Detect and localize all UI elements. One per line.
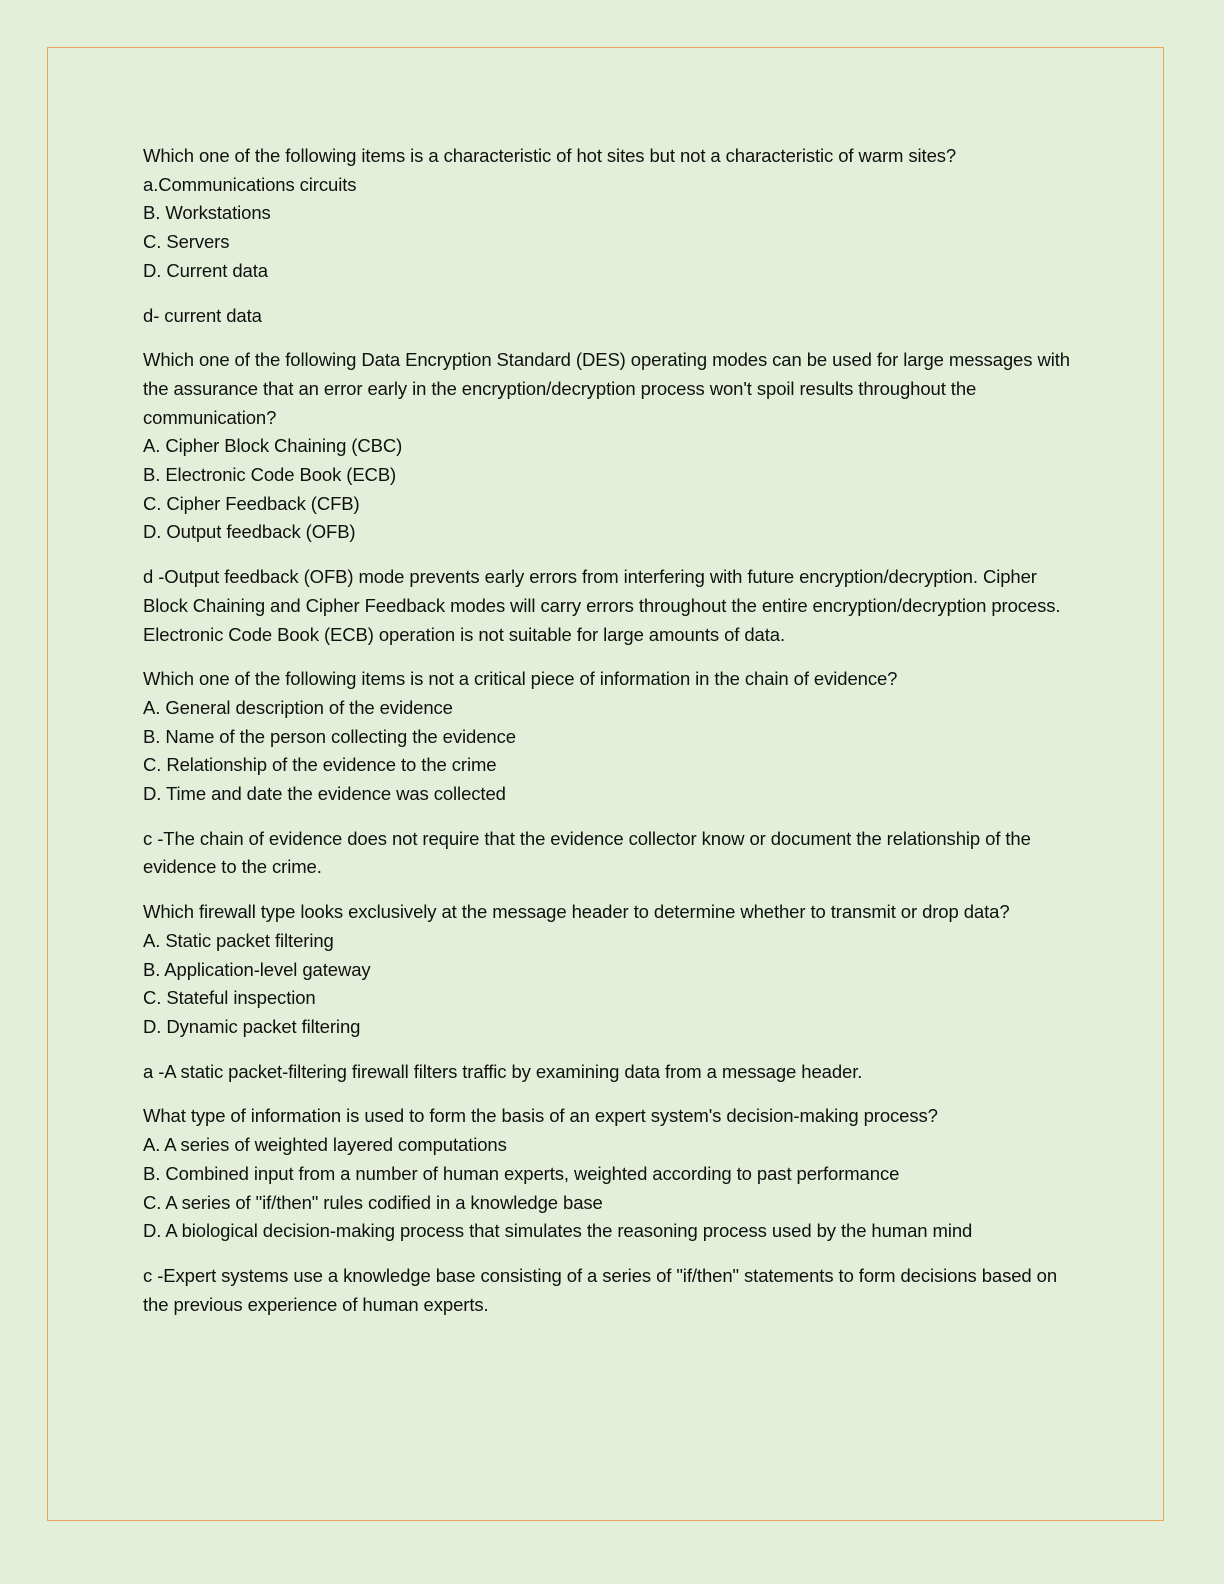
option-d: D. Current data: [143, 259, 268, 281]
option-a: A. Static packet filtering: [143, 929, 334, 951]
option-a: a.Communications circuits: [143, 173, 357, 195]
question-3: [143, 665, 1083, 809]
question-1: [143, 142, 1083, 286]
question-stem: Which firewall type looks exclusively at the message header to determine whether to transmit or drop data?: [143, 901, 1010, 923]
option-c: C. A series of "if/then" rules codified in a knowledge base: [143, 1191, 603, 1213]
option-d: D. Output feedback (OFB): [143, 521, 356, 543]
option-b: B. Electronic Code Book (ECB): [143, 464, 397, 486]
option-c: C. Stateful inspection: [143, 987, 316, 1009]
answer-4: a -A static packet-filtering firewall filters traffic by examining data from a message header.: [143, 1060, 863, 1082]
question-stem: Which one of the following items is not a critical piece of information in the chain of evidence?: [143, 668, 898, 690]
option-d: D. Dynamic packet filtering: [143, 1015, 361, 1037]
option-b: B. Combined input from a number of human experts, weighted according to past performance: [143, 1162, 900, 1184]
question-stem: Which one of the following Data Encryption Standard (DES) operating modes can be used for large messages with the assurance that an error early in the encryption/decryption process won't spoil results throughout the communication?: [143, 349, 1070, 428]
answer-5: c -Expert systems use a knowledge base consisting of a series of "if/then" statements to form decisions based on the previous experience of human experts.: [143, 1264, 1058, 1315]
option-c: C. Cipher Feedback (CFB): [143, 492, 360, 514]
option-b: B. Workstations: [143, 202, 271, 224]
option-d: D. A biological decision-making process that simulates the reasoning process used by the human mind: [143, 1220, 973, 1242]
option-a: A. General description of the evidence: [143, 696, 453, 718]
option-b: B. Name of the person collecting the evidence: [143, 725, 516, 747]
question-2: [143, 346, 1083, 547]
answer-2: d -Output feedback (OFB) mode prevents early errors from interfering with future encryption/decryption. Cipher Block Chaining and Cipher Feedback modes will carry errors throughout the entire encryption/decryption process. Electronic Code Book (ECB) operation is not suitable for large amounts of data.: [143, 566, 1061, 645]
document-body: [143, 142, 1083, 1335]
option-a: A. A series of weighted layered computations: [143, 1134, 507, 1156]
question-4: [143, 898, 1083, 1042]
question-stem: What type of information is used to form the basis of an expert system's decision-making process?: [143, 1105, 938, 1127]
question-stem: Which one of the following items is a characteristic of hot sites but not a characteristic of warm sites?: [143, 145, 957, 166]
option-b: B. Application-level gateway: [143, 958, 371, 980]
answer-3: c -The chain of evidence does not require that the evidence collector know or document the relationship of the evidence to the crime.: [143, 827, 1031, 878]
question-5: [143, 1102, 1083, 1246]
option-d: D. Time and date the evidence was collected: [143, 783, 506, 805]
option-c: C. Servers: [143, 231, 230, 253]
option-c: C. Relationship of the evidence to the crime: [143, 754, 497, 776]
option-a: A. Cipher Block Chaining (CBC): [143, 435, 403, 457]
answer-1: d- current data: [143, 304, 262, 326]
